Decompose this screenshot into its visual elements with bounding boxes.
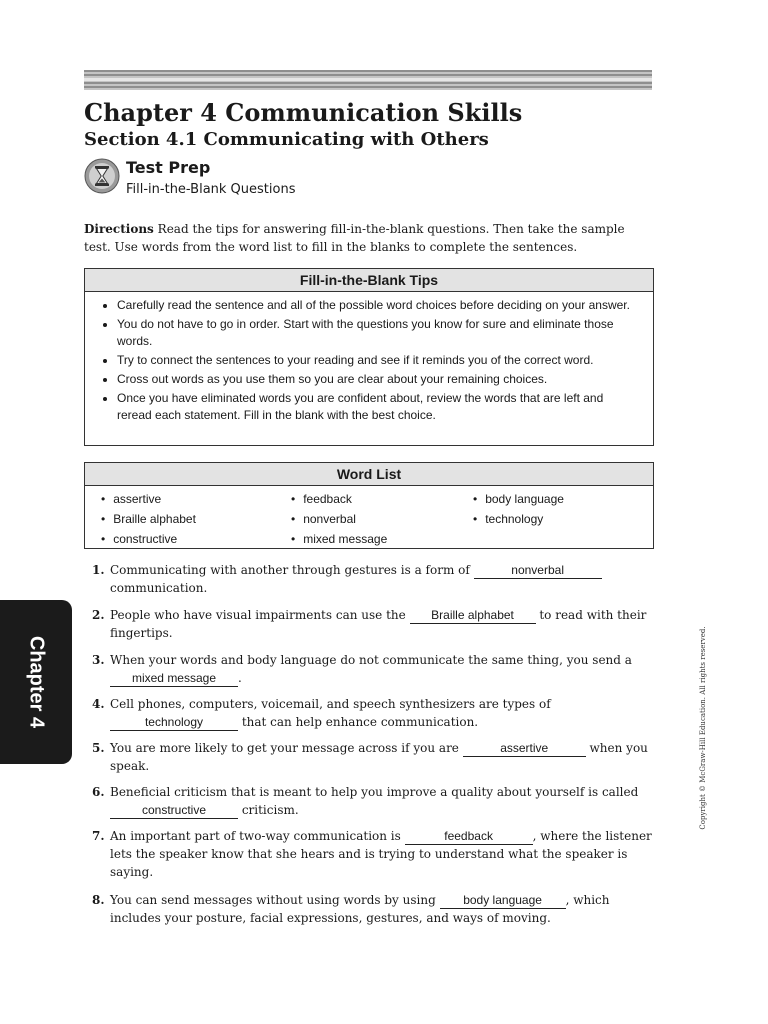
answer-blank[interactable]: technology (110, 714, 238, 731)
answer-blank[interactable]: assertive (463, 740, 586, 757)
tip-item: • You do not have to go in order. Start with the questions you know for sure and eliminate those words. (117, 316, 639, 350)
question-number: 7. (92, 829, 105, 843)
word-list-item: • mixed message (291, 529, 473, 549)
chapter-side-tab (0, 600, 72, 764)
question-text: communication. (110, 581, 208, 595)
question-text: Communicating with another through gestures is a form of (110, 563, 474, 577)
question-text: You can send messages without using words by using (110, 893, 440, 907)
question-number: 3. (92, 653, 105, 667)
question-text: to read with their fingertips. (110, 608, 647, 640)
word-list-item: • Braille alphabet (101, 509, 291, 529)
question-text: criticism. (238, 803, 299, 817)
top-decorative-bar (84, 70, 652, 90)
word-list-item: • feedback (291, 489, 473, 509)
test-prep-subtitle: Fill-in-the-Blank Questions (126, 182, 296, 197)
chapter-title: Chapter 4 Communication Skills (84, 98, 523, 127)
answer-blank[interactable]: body language (440, 892, 566, 909)
copyright-notice: Copyright © McGraw-Hill Education. All rights reserved. (699, 626, 707, 830)
question-number: 4. (92, 697, 105, 711)
question-number: 1. (92, 563, 105, 577)
question-number: 2. (92, 608, 105, 622)
question-item (84, 891, 659, 927)
word-list-item: • body language (473, 489, 653, 509)
word-list-item: • constructive (101, 529, 291, 549)
tip-item: • Carefully read the sentence and all of the possible word choices before deciding on your answer. (117, 297, 639, 314)
question-text: . (238, 671, 242, 685)
question-item (84, 606, 659, 642)
word-list-item: • assertive (101, 489, 291, 509)
question-text: Beneficial criticism that is meant to help you improve a quality about yourself is called (110, 785, 639, 799)
question-number: 8. (92, 893, 105, 907)
question-text: that can help enhance communication. (238, 715, 479, 729)
question-text: An important part of two-way communication is (110, 829, 405, 843)
tips-box-title: Fill-in-the-Blank Tips (85, 269, 653, 292)
question-item (84, 739, 659, 775)
chapter-side-tab-label: Chapter 4 (25, 635, 48, 729)
question-item (84, 783, 659, 819)
question-item (84, 561, 659, 597)
tip-item: • Once you have eliminated words you are confident about, review the words that are left and reread each statement. Fill in the blank with the best choice. (117, 390, 639, 424)
word-list-title: Word List (85, 463, 653, 486)
question-text: , which includes your posture, facial expressions, gestures, and ways of moving. (110, 893, 610, 925)
hourglass-icon (84, 158, 120, 194)
answer-blank[interactable]: Braille alphabet (410, 607, 536, 624)
answer-blank[interactable]: feedback (405, 828, 533, 845)
directions-lead: Directions (84, 222, 154, 236)
answer-blank[interactable]: constructive (110, 802, 238, 819)
word-list-box (84, 462, 654, 549)
question-item (84, 827, 659, 881)
directions-text: Read the tips for answering fill-in-the-blank questions. Then take the sample test. Use words from the word list to fill in the blanks to complete the sentences. (84, 222, 625, 254)
section-title: Section 4.1 Communicating with Others (84, 129, 489, 150)
answer-blank[interactable]: nonverbal (474, 562, 602, 579)
question-item (84, 695, 659, 731)
tip-item: • Try to connect the sentences to your reading and see if it reminds you of the correct word. (117, 352, 639, 369)
question-text: when you speak. (110, 741, 648, 773)
answer-blank[interactable]: mixed message (110, 670, 238, 687)
question-text: People who have visual impairments can use the (110, 608, 410, 622)
question-text: You are more likely to get your message across if you are (110, 741, 463, 755)
tip-item: • Cross out words as you use them so you are clear about your remaining choices. (117, 371, 639, 388)
tips-box (84, 268, 654, 446)
directions (84, 220, 654, 256)
question-text: , where the listener lets the speaker know that she hears and is trying to understand what the speaker is saying. (110, 829, 652, 879)
question-number: 5. (92, 741, 105, 755)
word-list-item: • technology (473, 509, 653, 529)
word-list-item: • nonverbal (291, 509, 473, 529)
question-text: When your words and body language do not communicate the same thing, you send a (110, 653, 632, 667)
question-text: Cell phones, computers, voicemail, and speech synthesizers are types of (110, 697, 551, 711)
question-number: 6. (92, 785, 105, 799)
tips-list (85, 292, 653, 424)
word-list-grid (85, 486, 653, 549)
test-prep-title: Test Prep (126, 158, 211, 177)
question-item (84, 651, 659, 687)
